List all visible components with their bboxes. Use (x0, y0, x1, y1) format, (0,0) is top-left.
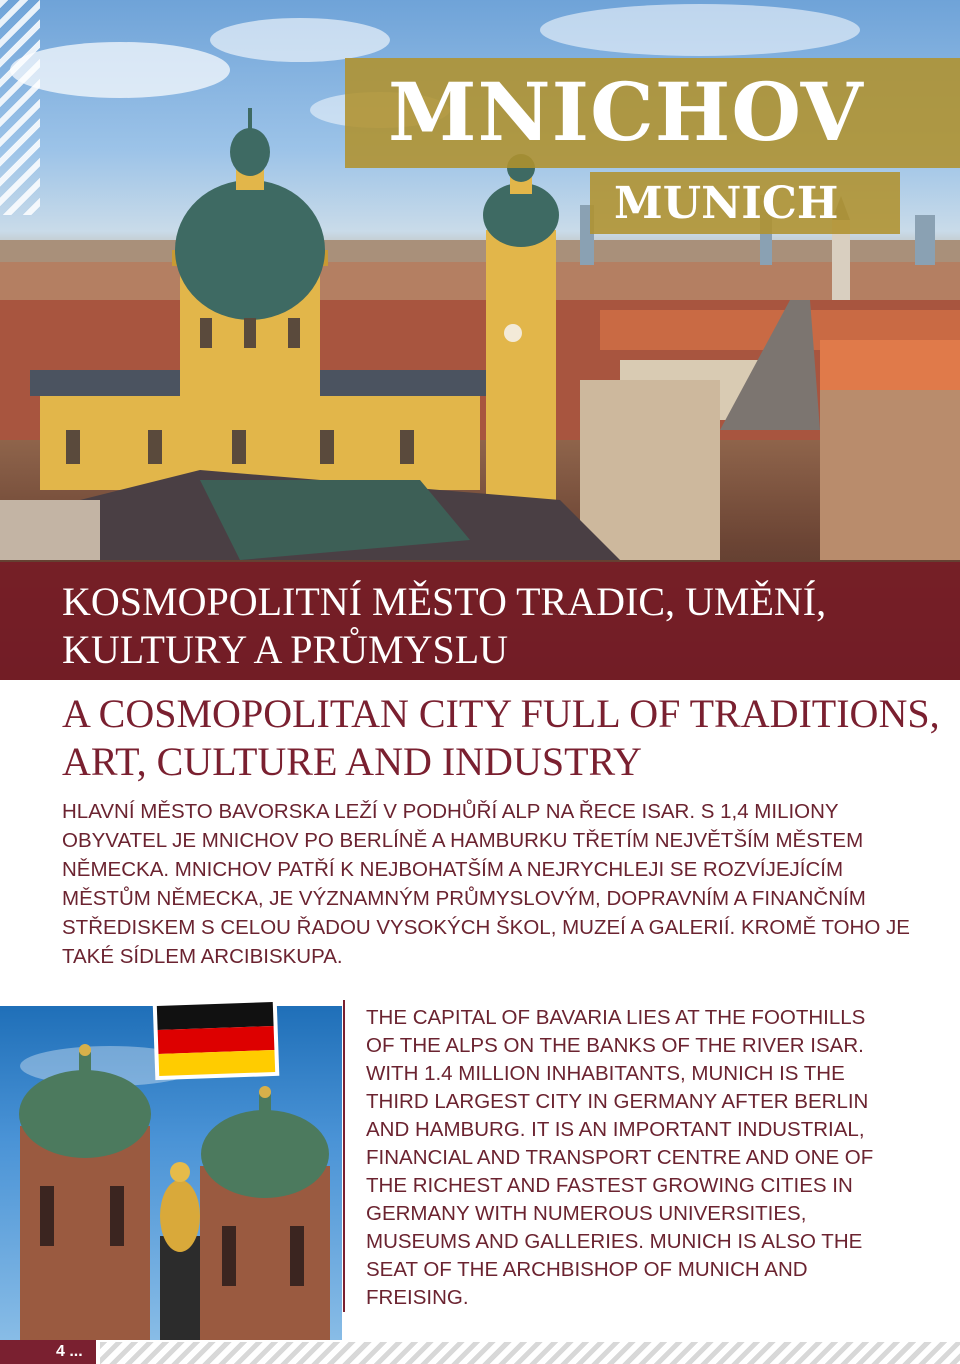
divider-line (343, 1000, 345, 1312)
headline-english: A COSMOPOLITAN CITY FULL OF TRADITIONS, ART, CULTURE AND INDUSTRY (62, 691, 940, 784)
page-subtitle: MUNICH (614, 178, 839, 229)
germany-flag-icon (150, 994, 282, 1084)
page-number: 4 ... (56, 1343, 83, 1360)
headline-czech: KOSMOPOLITNÍ MĚSTO TRADIC, UMĚNÍ, KULTURY A PRŮMYSLU (62, 579, 827, 672)
footer-stripes (100, 1342, 960, 1364)
body-text-english: THE CAPITAL OF BAVARIA LIES AT THE FOOTHILLS OF THE ALPS ON THE BANKS OF THE RIVER ISAR. WITH 1.4 MILLION INHABITANTS, MUNICH IS THE THIRD LARGEST CITY IN GERMANY AFTER BERLIN AND HAMBURG. IT IS AN IMPORTANT INDUSTRIAL, FINANCIAL AND TRANSPORT CENTRE AND ONE OF THE RICHEST AND FASTEST GROWING CITIES IN GERMANY WITH NUMEROUS UNIVERSITIES, MUSEUMS AND GALLERIES. MUNICH IS ALSO THE SEAT OF THE ARCHBISHOP OF MUNICH AND FREISING. (366, 1006, 874, 1309)
body-text-czech: HLAVNÍ MĚSTO BAVORSKA LEŽÍ V PODHŮŘÍ ALP NA ŘECE ISAR. S 1,4 MILIONY OBYVATEL JE MNICHOV PO BERLÍNĚ A HAMBURKU TŘETÍM NEJVĚTŠÍM MĚSTEM NĚMECKA. MNICHOV PATŘÍ K NEJBOHATŠÍM A NEJRYCHLEJI SE ROZVÍJEJÍCÍM MĚSTŮM NĚMECKA, JE VÝZNAMNÝM PRŮMYSLOVÝM, DOPRAVNÍM A FINANČNÍM STŘEDISKEM S CELOU ŘADOU VYSOKÝCH ŠKOL, MUZEÍ A GALERIÍ. KROMĚ TOHO JE TAKÉ SÍDLEM ARCIBISKUPA. (62, 800, 910, 968)
page-title: MNICHOV (388, 65, 864, 159)
decorative-stripes (0, 0, 40, 215)
